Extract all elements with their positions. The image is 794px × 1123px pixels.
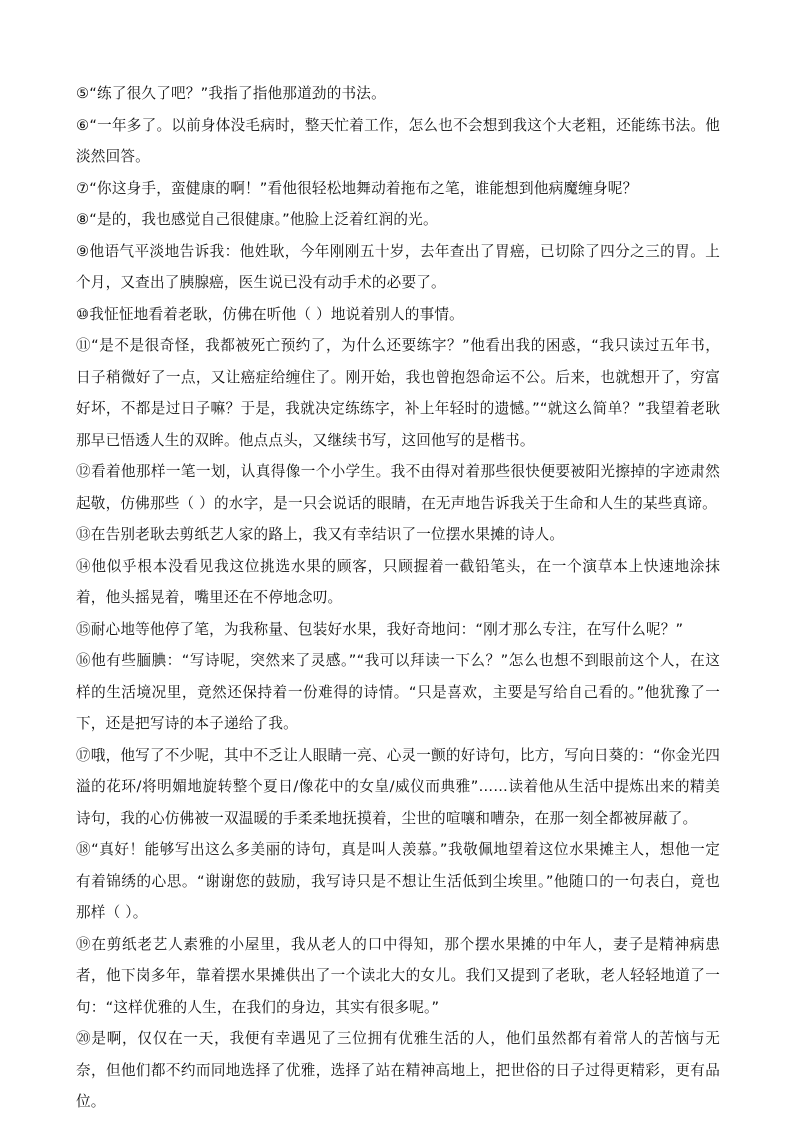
paragraph-8: ⑧“是的，我也感觉自己很健康。”他脸上泛着红润的光。 (76, 211, 438, 228)
paragraph-12: ⑫看着他那样一笔一划，认真得像一个小学生。我不由得对着那些很快便要被阳光擦掉的字迹肃然起敬，仿佛那些（ ）的水字，是一只会说话的眼睛，在无声地告诉我关于生命和人生的某些真谛。 (76, 463, 720, 512)
paragraph-11: ⑪“是不是很奇怪，我都被死亡预约了，为什么还要练字？”他看出我的困惑，“我只读过五年书，日子稍微好了一点，又让癌症给缠住了。刚开始，我也曾抱怨命运不公。后来，也就想开了，穷富好坏，不都是过日子嘛？于是，我就决定练练字，补上年轻时的遗憾。”“就这么简单？”我望着老耿那早已悟透人生的双眸。他点点头，又继续书写，这回他写的是楷书。 (76, 337, 720, 449)
paragraph-13: ⑬在告别老耿去剪纸艺人家的路上，我又有幸结识了一位摆水果摊的诗人。 (76, 526, 565, 543)
paragraph-15: ⑮耐心地等他停了笔，为我称量、包装好水果，我好奇地问：“刚才那么专注，在写什么呢？” (76, 620, 684, 638)
paragraph-14: ⑭他似乎根本没看见我这位挑选水果的顾客，只顾握着一截铅笔头，在一个演草本上快速地涂抹着，他头摇晃着，嘴里还在不停地念叨。 (76, 557, 720, 606)
paragraph-6: ⑥“一年多了。以前身体没毛病时，整天忙着工作，怎么也不会想到我这个大老粗，还能练书法。他淡然回答。 (76, 116, 720, 165)
paragraph-16: ⑯他有些腼腆：“写诗呢，突然来了灵感。”“我可以拜读一下么？”怎么也想不到眼前这个人，在这样的生活境况里，竟然还保持着一份难得的诗情。“只是喜欢，主要是写给自己看的。”他犹豫了一下，还是把写诗的本子递给了我。 (76, 652, 720, 732)
paragraph-19: ⑲在剪纸老艺人素雅的小屋里，我从老人的口中得知，那个摆水果摊的中年人，妻子是精神病患者，他下岗多年，靠着摆水果摊供出了一个读北大的女儿。我们又提到了老耿，老人轻轻地道了一句：“这样优雅的人生，在我们的身边，其实有很多呢。” (76, 935, 720, 1016)
paragraph-9: ⑨他语气平淡地告诉我：他姓耿，今年刚刚五十岁，去年查出了胃癌，已切除了四分之三的胃。上个月，又查出了胰腺癌，医生说已没有动手术的必要了。 (76, 242, 720, 291)
paragraph-5: ⑤“练了很久了吧？”我指了指他那道劲的书法。 (76, 85, 386, 102)
paragraph-18: ⑱“真好！能够写出这么多美丽的诗句，真是叫人羡慕。”我敬佩地望着这位水果摊主人，想他一定有着锦绣的心思。“谢谢您的鼓励，我写诗只是不想让生活低到尘埃里。”他随口的一句表白，竟也那样（ ）。 (76, 841, 720, 921)
paragraph-17: ⑰哦，他写了不少呢，其中不乏让人眼睛一亮、心灵一颤的好诗句，比方，写向日葵的：“你金光四溢的花环/将明媚地旋转整个夏日/像花中的女皇/威仪而典雅”……读着他从生活中提炼出来的精美诗句，我的心仿佛被一双温暖的手柔柔地抚摸着，尘世的喧嚷和嘈杂，在那一刻全都被屏蔽了。 (76, 746, 720, 827)
paragraph-10: ⑩我怔怔地看着老耿，仿佛在听他（ ）地说着别人的事情。 (76, 305, 464, 323)
paragraph-7: ⑦“你这身手，蛮健康的啊！”看他很轻松地舞动着拖布之笔，谁能想到他病魔缠身呢？ (76, 179, 638, 197)
paragraph-20: ⑳是啊，仅仅在一天，我便有幸遇见了三位拥有优雅生活的人，他们虽然都有着常人的苦恼与无奈，但他们都不约而同地选择了优雅，选择了站在精神高地上，把世俗的日子过得更精彩，更有品位。 (76, 1030, 720, 1110)
document-page (76, 78, 720, 1118)
